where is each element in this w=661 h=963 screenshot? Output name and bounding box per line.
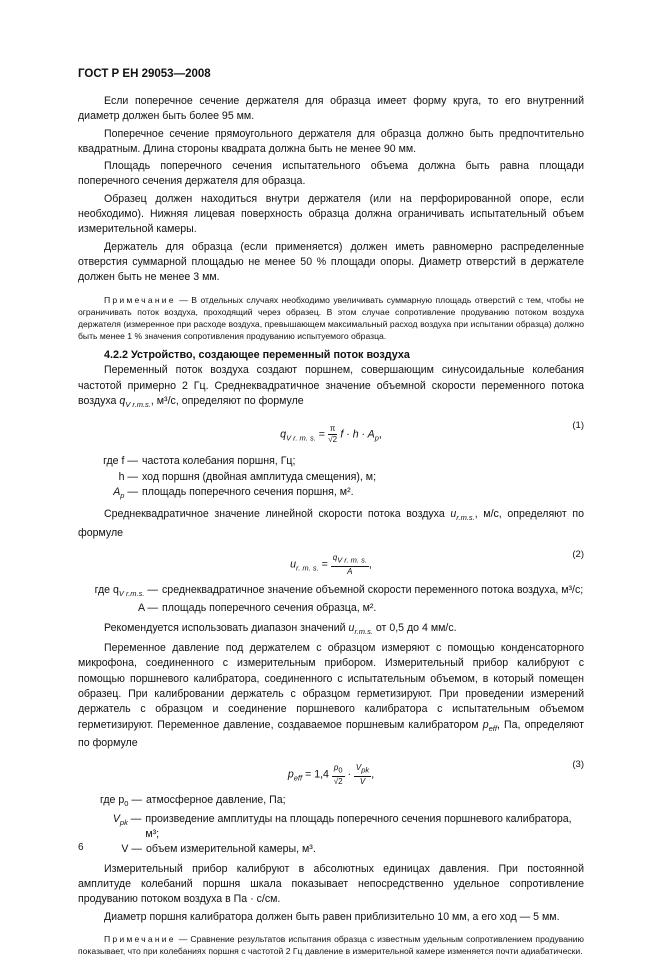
var-sub: V r. m. s. xyxy=(286,433,316,443)
where-value: площадь поперечного сечения образца, м². xyxy=(162,602,377,615)
document-page xyxy=(78,68,584,963)
var-sub: pk xyxy=(119,817,128,827)
text: , м/с, определяют по формуле xyxy=(78,508,584,539)
denominator: √2 xyxy=(333,776,343,786)
where-key: где f — xyxy=(103,455,138,468)
note xyxy=(78,294,584,343)
var: p xyxy=(482,718,489,731)
dash: — xyxy=(144,584,158,597)
text: Рекомендуется использовать диапазон значений xyxy=(104,621,346,634)
paragraph xyxy=(78,641,584,751)
where-value: ход поршня (двойная амплитуда смещения), м; xyxy=(142,470,377,483)
dash: — xyxy=(128,794,142,807)
text: , м³/с, определяют по формуле xyxy=(150,394,304,407)
formula-number: (1) xyxy=(572,420,584,432)
where-list xyxy=(78,793,584,857)
paragraph: Поперечное сечение прямоугольного держателя для образца должно быть предпочтительно квадратным. Длина стороны квадрата должна быть не менее 90 мм. xyxy=(78,127,584,155)
note-label: Примечание xyxy=(104,933,176,944)
where-list xyxy=(78,583,584,617)
note-text: — В отдельных случаях необходимо увеличивать суммарную площадь отверстий с тем, чтобы не ограничивать поток воздуха, проходящий через образец. В этом случае сопротивление продуванию потоком воздуха держателя (измеренное при расходе воздуха, превышающем максимальный расход воздуха при испытании образца) должно быть менее 1 % значения сопротивления продуванию испытуемого образца. xyxy=(78,294,584,342)
paragraph xyxy=(78,363,584,412)
var-sub: 0 xyxy=(338,765,343,775)
denominator: A xyxy=(347,566,353,576)
paragraph xyxy=(78,507,584,541)
where-value: произведение амплитуды на площадь поперечного сечения поршневого калибратора, м³; xyxy=(145,812,572,841)
paragraph: Если поперечное сечение держателя для образца имеет форму круга, то его внутренний диаметр должен быть более 95 мм. xyxy=(78,95,584,123)
text: от 0,5 до 4 мм/с. xyxy=(375,621,457,634)
formula-number: (2) xyxy=(572,549,584,561)
var-sub: p xyxy=(120,491,125,501)
var: u xyxy=(290,558,297,571)
document-header: ГОСТ Р ЕН 29053—2008 xyxy=(78,68,211,80)
page-number: 6 xyxy=(78,842,84,853)
var-sub: V r.m.s. xyxy=(118,589,145,599)
where-key: где p xyxy=(99,794,125,807)
denominator: √2 xyxy=(328,435,338,445)
section-heading: 4.2.2 Устройство, создающее переменный поток воздуха xyxy=(104,349,410,362)
where-key: A xyxy=(113,485,121,498)
note xyxy=(78,933,584,957)
paragraph: Площадь поперечного сечения испытательного объема должна быть равна площади поперечного сечения держателя для образца. xyxy=(78,160,584,188)
var: V xyxy=(355,763,362,773)
var-sub: V r. m. s. xyxy=(337,555,367,565)
text: Переменный поток воздуха создают поршнем, совершающим синусоидальные колебания частотой примерно 2 Гц. Среднеквадратичное значение объемной скорости переменного потока воздуха xyxy=(78,364,584,407)
where-value: объем измерительной камеры, м³. xyxy=(146,843,316,856)
where-value: среднеквадратичное значение объемной скорости переменного потока воздуха, м³/с; xyxy=(162,584,584,597)
var-sub: pk xyxy=(361,765,370,775)
coefficient: = 1,4 xyxy=(305,768,329,781)
where-key: V xyxy=(112,812,120,825)
var-sub: eff xyxy=(488,723,497,733)
var-sub: 0 xyxy=(124,799,129,809)
paragraph: Держатель для образца (если применяется) должен иметь равномерно распределенные отверстия суммарной площадью не менее 50 % площади опоры. Диаметр отверстий в держателе должен быть не менее 3 мм. xyxy=(78,240,584,284)
note-label: Примечание xyxy=(104,294,176,305)
where-value: атмосферное давление, Па; xyxy=(146,794,286,807)
where-value: частота колебания поршня, Гц; xyxy=(142,455,296,468)
var: q xyxy=(332,553,338,563)
paragraph: Диаметр поршня калибратора должен быть равен приблизительно 10 мм, а его ход — 5 мм. xyxy=(104,910,560,923)
var: p xyxy=(287,768,294,781)
text: Среднеквадратичное значение линейной скорости потока воздуха xyxy=(104,508,445,521)
var: q xyxy=(119,394,126,407)
var: q xyxy=(280,428,287,441)
formula-2: $u_{r. m. s.}$ = $\frac{q_{V r. m. s.}}{A}$ , (2) xyxy=(290,549,584,576)
formula-1: $q_{V r. m. s.}$ = $\frac{\pi}{√2}$ $f \cdot h \cdot A_p$, (1) xyxy=(280,420,584,445)
text: , Па, определяют по формуле xyxy=(78,718,584,750)
formula-terms: f · h · A xyxy=(340,428,375,441)
formula-number: (3) xyxy=(572,759,584,771)
where-key: A — xyxy=(137,602,158,615)
text: Переменное давление под держателем с образцом измеряют с помощью конденсаторного микрофона, соединенного с измерительным прибором. Измерительный прибор калибруют с помощью поршневого калибратора, соединенного с испытательным объемом, в который помещен образец. При калибровании держатель с образцом герметизируют. При проведении измерений держатель с образцом и соединение поршневого калибратора с испытательным объемом герметизируют. Переменное давление, создаваемое поршневым калибратором xyxy=(78,642,584,731)
dash: — xyxy=(127,812,142,825)
var-sub: V r.m.s. xyxy=(125,400,151,410)
paragraph: Образец должен находиться внутри держателя (или на перфорированной опоре, если необходимо). Нижняя лицевая поверхность образца должна ограничивать испытательный объем измерительной камеры. xyxy=(78,192,584,236)
var-sub: r. m. s. xyxy=(296,563,319,573)
where-list xyxy=(78,454,584,503)
var: u xyxy=(348,621,355,634)
paragraph xyxy=(78,621,584,639)
where-key: где q xyxy=(94,584,119,597)
dash: — xyxy=(124,485,138,498)
formula-3: $p_{eff} = 1,4$ $\frac{p_0}{√2}$ · $\frac{V_{pk}}{V}$ , (3) xyxy=(287,759,584,786)
where-key: V — xyxy=(121,843,142,856)
var-sub: r.m.s. xyxy=(456,513,475,523)
var: u xyxy=(450,508,457,521)
var: p xyxy=(333,763,339,773)
where-value: площадь поперечного сечения поршня, м². xyxy=(142,485,354,498)
where-key: h — xyxy=(118,470,138,483)
var-sub: eff xyxy=(293,774,303,784)
paragraph: Измерительный прибор калибруют в абсолютных единицах давления. При постоянной амплитуде колебаний поршня шкала показывает непосредственно удельное сопротивление продуванию потоком воздуха в Па · с/см. xyxy=(78,862,584,906)
note-text: — Сравнение результатов испытания образца с известным удельным сопротивлением продуванию показывает, что при колебаниях поршня с частотой 2 Гц давление в измерительной камере изменяется почти адиабатически. xyxy=(78,933,585,957)
var-sub: p xyxy=(374,433,379,443)
denominator: V xyxy=(359,776,366,786)
numerator: π xyxy=(329,424,336,434)
var-sub: r.m.s. xyxy=(354,626,373,636)
